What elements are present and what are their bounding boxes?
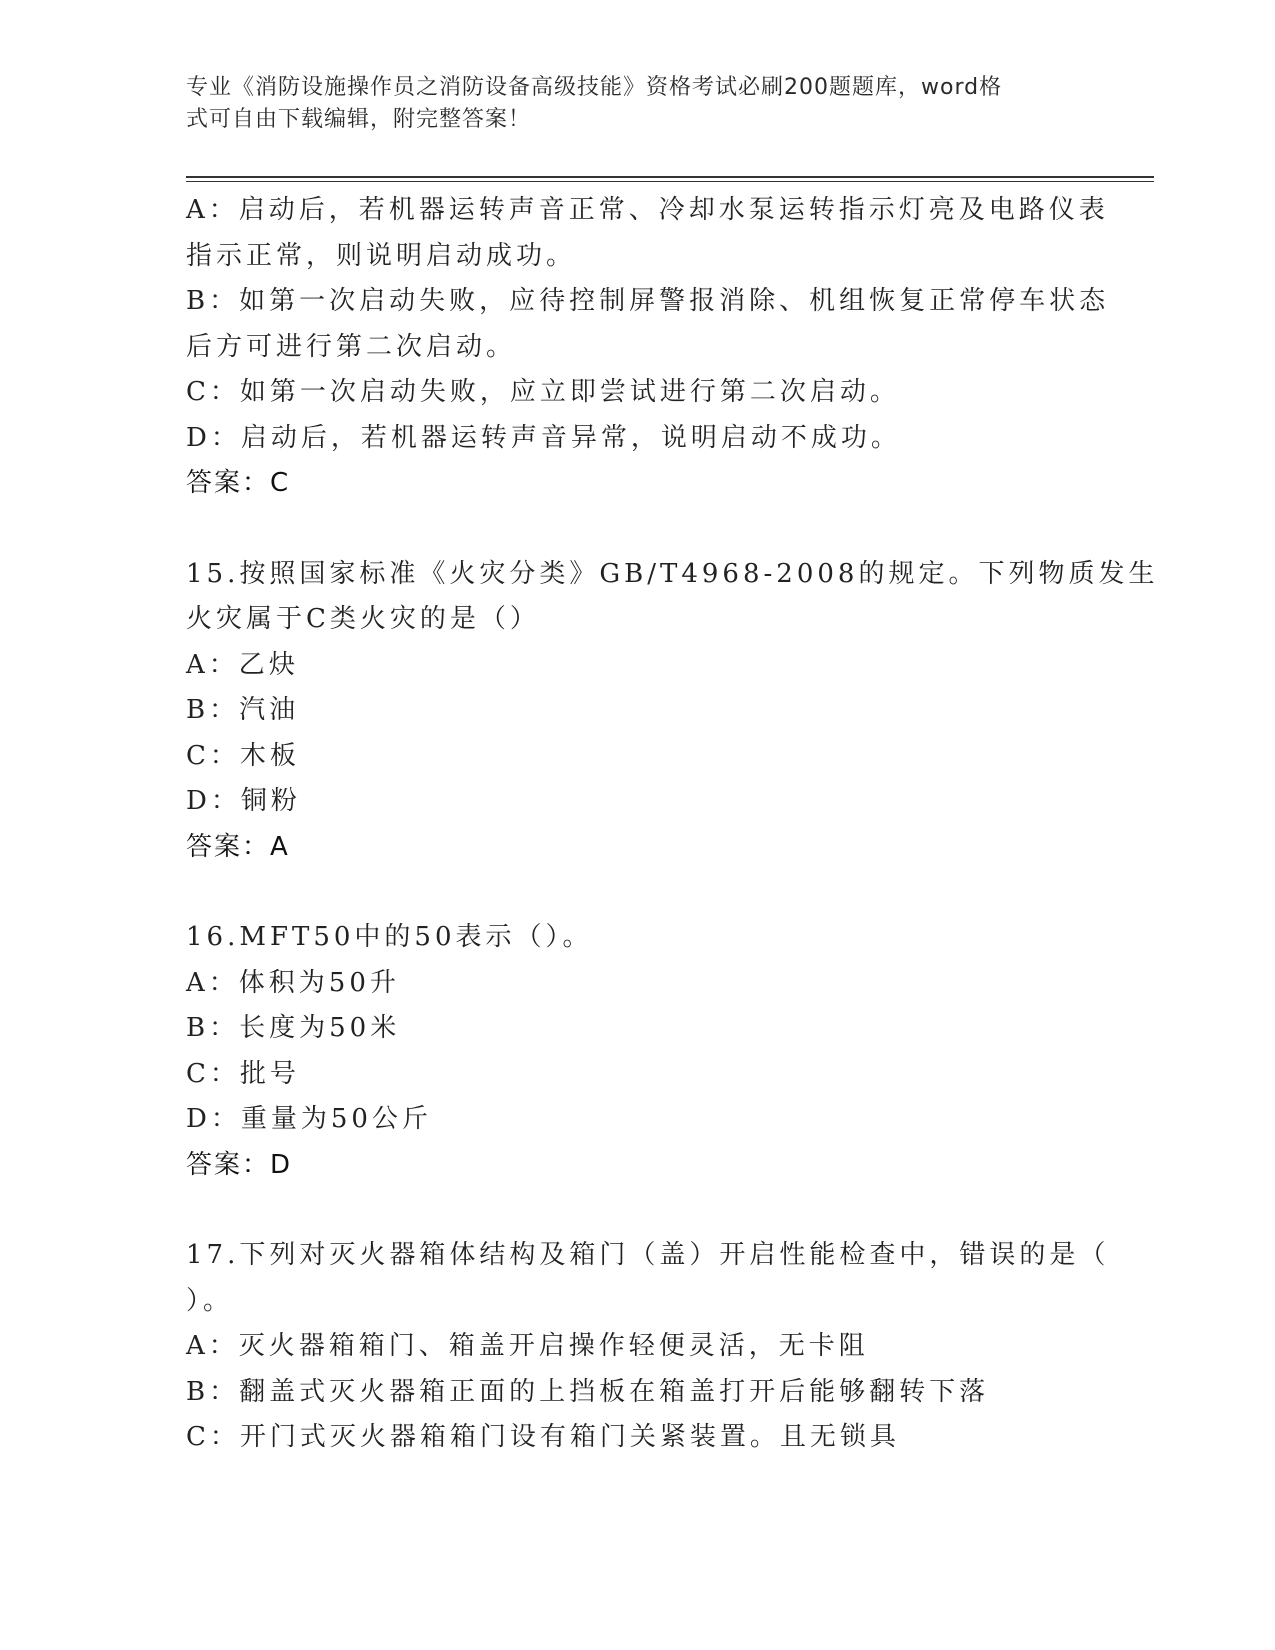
option-d: D：重量为50公斤 (186, 1104, 432, 1134)
question-14-continued (186, 188, 1110, 507)
option-c: C：开门式灭火器箱箱门设有箱门关紧装置。且无锁具 (186, 1422, 900, 1452)
option-b: B：翻盖式灭火器箱正面的上挡板在箱盖打开后能够翻转下落 (186, 1376, 990, 1407)
question-16 (186, 915, 1086, 1188)
option-a: A：灭火器箱箱门、箱盖开启操作轻便灵活，无卡阻 (186, 1331, 869, 1361)
header-divider-thick (186, 176, 1154, 178)
header-line-2: 式可自由下载编辑，附完整答案！ (186, 107, 532, 132)
option-c: C：批号 (186, 1058, 300, 1089)
question-stem-line-1: 17.下列对灭火器箱体结构及箱门（盖）开启性能检查中，错误的是（ (186, 1240, 1110, 1270)
document-header (186, 72, 1066, 136)
option-c: C：如第一次启动失败，应立即尝试进行第二次启动。 (186, 377, 900, 407)
question-stem: 16.MFT50中的50表示（）。 (186, 922, 593, 952)
option-a: A：体积为50升 (186, 967, 400, 998)
answer: 答案：A (186, 831, 290, 862)
document-body (186, 188, 1159, 1461)
option-b-line-1: B：如第一次启动失败，应待控制屏警报消除、机组恢复正常停车状态 (186, 286, 1110, 316)
header-line-1: 专业《消防设施操作员之消防设备高级技能》资格考试必刷200题题库，word格 (186, 75, 1003, 100)
option-a-line-1: A：启动后，若机器运转声音正常、冷却水泵运转指示灯亮及电路仪表 (186, 195, 1109, 225)
option-b: B：汽油 (186, 695, 300, 725)
option-d: D：铜粉 (186, 786, 301, 816)
header-divider-thin (186, 181, 1154, 182)
question-17 (186, 1233, 1110, 1461)
option-b-line-2: 后方可进行第二次启动。 (186, 331, 517, 362)
option-c: C：木板 (186, 740, 300, 771)
question-stem-line-2: 火灾属于C类火灾的是（） (186, 604, 540, 634)
question-15 (186, 552, 1159, 871)
question-stem-line-1: 15.按照国家标准《火灾分类》GB/T4968-2008的规定。下列物质发生 (186, 558, 1159, 589)
question-stem-line-2: ）。 (186, 1285, 234, 1316)
answer: 答案：D (186, 1149, 293, 1180)
answer: 答案：C (186, 468, 291, 498)
option-a: A：乙炔 (186, 649, 299, 680)
option-a-line-2: 指示正常，则说明启动成功。 (186, 240, 577, 271)
option-d: D：启动后，若机器运转声音异常，说明启动不成功。 (186, 422, 901, 453)
option-b: B：长度为50米 (186, 1013, 401, 1043)
